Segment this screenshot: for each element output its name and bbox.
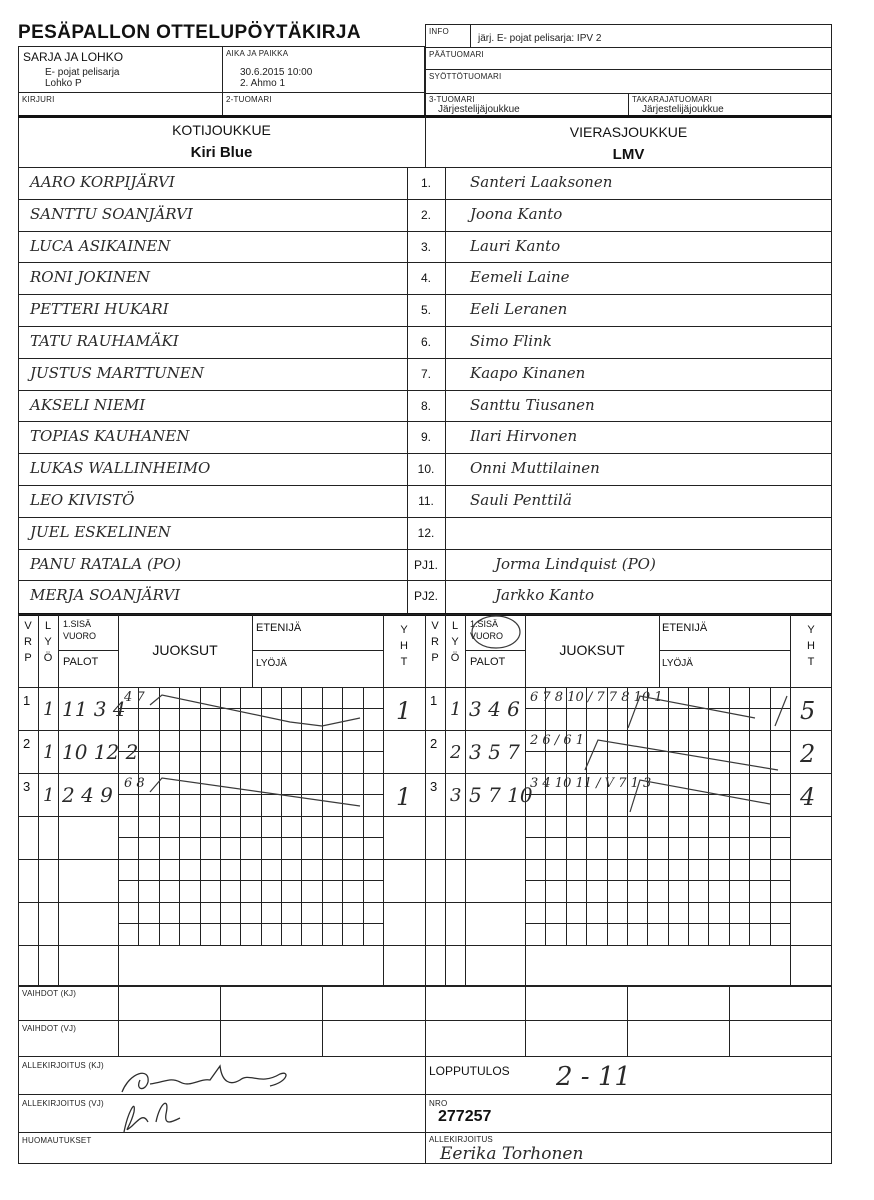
inning-number: 1: [430, 693, 438, 708]
player-number: 12.: [417, 526, 435, 540]
allekirjoitus-value: Eerika Torhonen: [440, 1144, 584, 1164]
inning-lyo: 1: [450, 699, 462, 720]
pen-stroke: [585, 740, 778, 770]
inning-yht: 1: [396, 697, 412, 725]
player-number: 8.: [420, 399, 431, 413]
scoresheet-title: PESÄPALLON OTTELUPÖYTÄKIRJA: [18, 22, 361, 43]
away-player-name: Eeli Leranen: [470, 300, 568, 318]
sarja-label: SARJA JA LOHKO: [23, 50, 124, 64]
home-player-name: LUCA ASIKAINEN: [30, 237, 171, 255]
inning-yht: 5: [800, 697, 816, 725]
home-player-name: MERJA SOANJÄRVI: [30, 586, 181, 604]
away-vrp-p: P: [431, 652, 439, 664]
aika-label: AIKA JA PAIKKA: [226, 49, 289, 58]
inning-etenija: 6 7 8 10 / 7 7 8 10 1: [530, 690, 663, 705]
pen-stroke: [630, 780, 770, 812]
signature-kj: [122, 1066, 286, 1092]
inning-etenija: 4 7: [124, 690, 145, 705]
allekirjoitus-label: ALLEKIRJOITUS: [429, 1135, 493, 1144]
inning-palot: 3 5 7: [469, 740, 520, 764]
home-player-name: JUSTUS MARTTUNEN: [30, 364, 204, 382]
player-number: 1.: [420, 176, 431, 190]
info-value: järj. E- pojat pelisarja: IPV 2: [478, 33, 602, 44]
home-yht-h: H: [400, 640, 408, 652]
home-team-name: Kiri Blue: [190, 144, 253, 161]
inning-lyo: 1: [43, 785, 55, 806]
tuomari3-label: 3-TUOMARI: [429, 95, 475, 104]
player-number: PJ1.: [413, 558, 438, 572]
home-player-name: LEO KIVISTÖ: [30, 491, 135, 509]
away-player-name: Jorma Lindquist (PO): [495, 555, 656, 573]
home-player-name: TOPIAS KAUHANEN: [30, 427, 190, 445]
allekirjoitus-vj-label: ALLEKIRJOITUS (VJ): [22, 1099, 104, 1108]
away-yht-y: Y: [807, 624, 815, 636]
away-player-name: Santeri Laaksonen: [470, 173, 613, 191]
syottotuomari-label: SYÖTTÖTUOMARI: [429, 72, 502, 81]
inning-palot: 10 12 2: [62, 740, 139, 764]
pen-stroke: [775, 696, 787, 726]
inning-palot: 5 7 10: [469, 783, 533, 807]
tuomari2-label: 2-TUOMARI: [226, 95, 272, 104]
tuomari3-value: Järjestelijäjoukkue: [438, 104, 520, 115]
player-number: 3.: [420, 240, 431, 254]
vaihdot-kj-label: VAIHDOT (KJ): [22, 989, 77, 998]
home-vrp-p: P: [24, 652, 32, 664]
inning-yht: 2: [800, 740, 816, 768]
paikka-value: 2. Ahmo 1: [240, 78, 286, 89]
home-yht-y: Y: [400, 624, 408, 636]
paatuomari-label: PÄÄTUOMARI: [429, 50, 484, 59]
home-lyoja-label: LYÖJÄ: [256, 658, 287, 669]
home-sisavuoro-label: 1.SISÄ VUORO: [63, 619, 97, 641]
inning-yht: 1: [396, 783, 412, 811]
away-team-label: VIERASJOUKKUE: [569, 124, 688, 140]
away-player-name: Jarkko Kanto: [495, 586, 594, 604]
vaihdot-vj-label: VAIHDOT (VJ): [22, 1024, 77, 1033]
away-lyo-l: L: [451, 620, 459, 632]
away-palot-label: PALOT: [470, 656, 506, 668]
home-player-name: AKSELI NIEMI: [30, 396, 146, 414]
home-vrp-v: V: [24, 620, 32, 632]
home-player-name: PETTERI HUKARI: [30, 300, 169, 318]
away-lyoja-label: LYÖJÄ: [662, 658, 693, 669]
inning-yht: 4: [800, 783, 816, 811]
lopputulos-label: LOPPUTULOS: [429, 1064, 510, 1078]
home-player-name: AARO KORPIJÄRVI: [30, 173, 175, 191]
away-juoksut-label: JUOKSUT: [559, 642, 625, 658]
pen-stroke: [628, 696, 755, 728]
home-palot-label: PALOT: [63, 656, 99, 668]
away-yht-h: H: [807, 640, 815, 652]
inning-etenija: 3 4 10 11 / V 7 1 3: [530, 776, 652, 791]
player-number: 2.: [420, 208, 431, 222]
home-player-name: SANTTU SOANJÄRVI: [30, 205, 193, 223]
takarajatuomari-value: Järjestelijäjoukkue: [642, 104, 724, 115]
home-player-name: RONI JOKINEN: [30, 268, 151, 286]
lohko-value: Lohko P: [45, 78, 82, 89]
inning-lyo: 1: [43, 699, 55, 720]
takarajatuomari-label: TAKARAJATUOMARI: [632, 95, 713, 104]
away-sisavuoro-label: 1.SISÄ VUORO: [470, 619, 504, 641]
inning-number: 3: [23, 779, 31, 794]
nro-value: 277257: [438, 1108, 492, 1125]
inning-palot: 3 4 6: [469, 697, 520, 721]
kirjuri-label: KIRJURI: [22, 95, 55, 104]
player-number: 6.: [420, 335, 431, 349]
circled-sisavuoro: [472, 616, 520, 648]
signature-strokes: [110, 1052, 330, 1142]
player-number: 11.: [418, 494, 434, 508]
inning-palot: 2 4 9: [62, 783, 113, 807]
player-number: 10.: [417, 462, 435, 476]
inning-number: 1: [23, 693, 31, 708]
away-etenija-label: ETENIJÄ: [662, 622, 708, 634]
inning-number: 2: [430, 736, 438, 751]
away-lyo-o: Ö: [450, 652, 460, 664]
inning-lyo: 2: [450, 742, 462, 763]
away-player-name: Sauli Penttilä: [470, 491, 572, 509]
sarja-value: E- pojat pelisarja: [45, 67, 120, 78]
away-yht-t: T: [807, 656, 815, 668]
home-player-name: LUKAS WALLINHEIMO: [30, 459, 211, 477]
player-number: 7.: [420, 367, 431, 381]
away-vrp-r: R: [431, 636, 439, 648]
away-team-name: LMV: [612, 146, 645, 163]
player-number: 9.: [420, 430, 431, 444]
away-player-name: Joona Kanto: [470, 205, 563, 223]
signature-vj: [124, 1103, 180, 1132]
away-player-name: Santtu Tiusanen: [470, 396, 595, 414]
lopputulos-value: 2 - 11: [556, 1062, 631, 1092]
nro-label: NRO: [429, 1099, 448, 1108]
home-vrp-r: R: [24, 636, 32, 648]
home-player-name: JUEL ESKELINEN: [30, 523, 171, 541]
away-player-name: Simo Flink: [470, 332, 552, 350]
home-player-name: TATU RAUHAMÄKI: [30, 332, 179, 350]
player-number: 5.: [420, 303, 431, 317]
inning-etenija: 6 8: [124, 776, 145, 791]
allekirjoitus-kj-label: ALLEKIRJOITUS (KJ): [22, 1061, 104, 1070]
home-team-label: KOTIJOUKKUE: [172, 122, 271, 138]
inning-etenija: 2 6 / 6 1: [530, 733, 584, 748]
inning-number: 2: [23, 736, 31, 751]
pen-stroke: [150, 695, 360, 726]
home-lyo-y: Y: [44, 636, 52, 648]
home-lyo-o: Ö: [43, 652, 53, 664]
away-vrp-v: V: [431, 620, 439, 632]
inning-lyo: 3: [450, 785, 462, 806]
away-player-name: Eemeli Laine: [470, 268, 570, 286]
away-player-name: Onni Muttilainen: [470, 459, 600, 477]
home-etenija-label: ETENIJÄ: [256, 622, 302, 634]
inning-lyo: 1: [43, 742, 55, 763]
inning-number: 3: [430, 779, 438, 794]
player-number: 4.: [420, 271, 431, 285]
away-lyo-y: Y: [451, 636, 459, 648]
home-player-name: PANU RATALA (PO): [30, 555, 182, 573]
away-player-name: Kaapo Kinanen: [470, 364, 586, 382]
away-player-name: Ilari Hirvonen: [470, 427, 578, 445]
info-label: INFO: [429, 27, 449, 36]
inning-palot: 11 3 4: [62, 697, 126, 721]
aika-value: 30.6.2015 10:00: [240, 67, 313, 78]
player-number: PJ2.: [413, 589, 438, 603]
pen-stroke: [150, 778, 360, 806]
home-juoksut-label: JUOKSUT: [152, 642, 218, 658]
home-lyo-l: L: [44, 620, 52, 632]
huomautukset-label: HUOMAUTUKSET: [22, 1136, 92, 1145]
home-yht-t: T: [400, 656, 408, 668]
away-player-name: Lauri Kanto: [470, 237, 561, 255]
